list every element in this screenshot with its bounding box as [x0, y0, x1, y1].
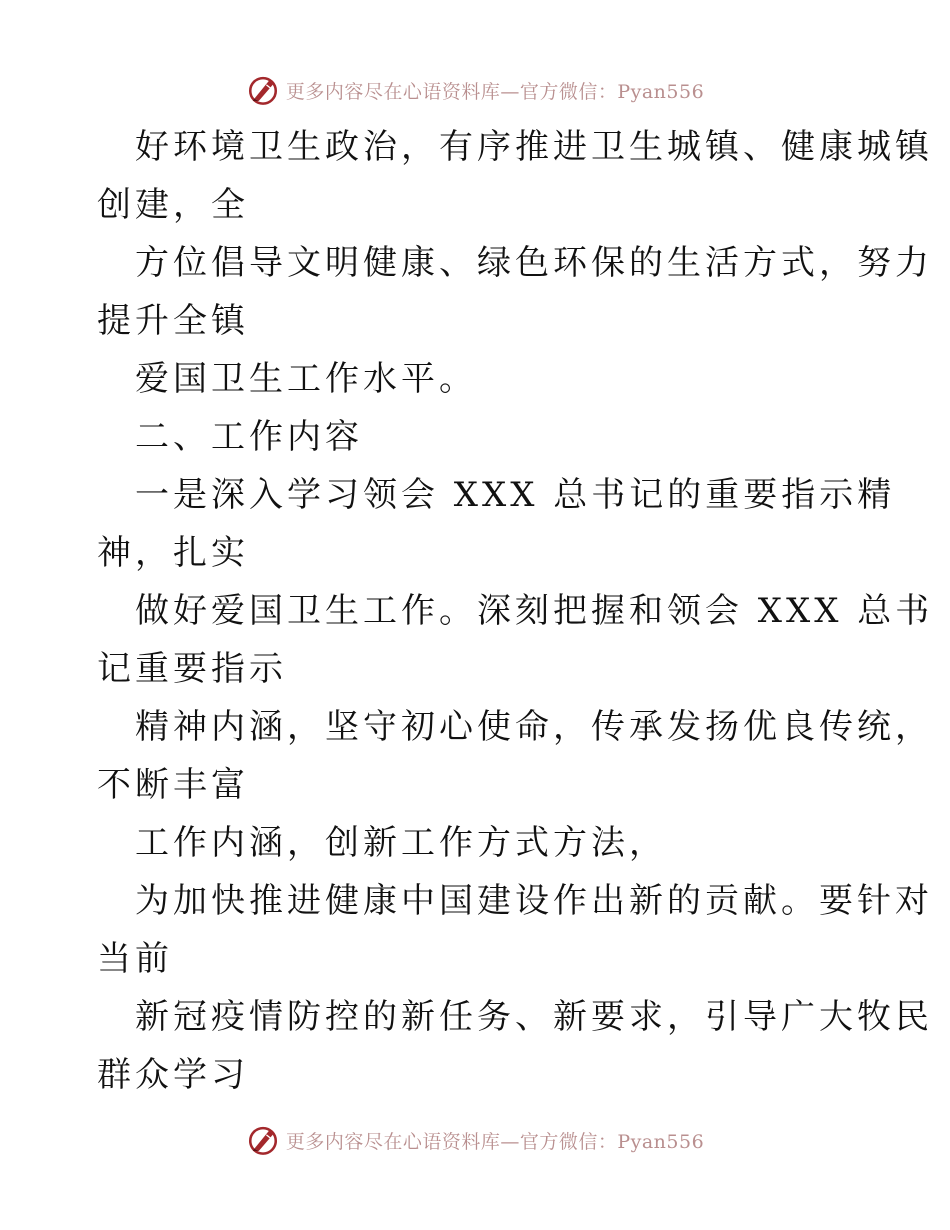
body-line: 工作内涵，创新工作方式方法，: [135, 823, 667, 863]
header-banner-text: 更多内容尽在心语资料库—官方微信：Pyan556: [285, 80, 705, 103]
body-line: 提升全镇: [97, 301, 249, 341]
body-line: 精神内涵，坚守初心使命，传承发扬优良传统，: [135, 707, 933, 747]
body-line: 群众学习: [97, 1055, 249, 1095]
body-line: 神，扎实: [97, 533, 249, 573]
body-line: 方位倡导文明健康、绿色环保的生活方式，努力: [135, 243, 933, 283]
document-body: [97, 118, 934, 1104]
body-line: 为加快推进健康中国建设作出新的贡献。要针对: [135, 881, 933, 921]
body-line: 好环境卫生政治，有序推进卫生城镇、健康城镇: [135, 127, 933, 167]
body-line: 不断丰富: [97, 765, 249, 805]
header-banner: [0, 70, 950, 110]
pen-circle-logo-icon: [246, 1123, 280, 1157]
body-line: 做好爱国卫生工作。深刻把握和领会 XXX 总书: [135, 591, 934, 631]
body-line: 爱国卫生工作水平。: [135, 359, 477, 399]
footer-banner-text: 更多内容尽在心语资料库—官方微信：Pyan556: [285, 1130, 705, 1153]
footer-banner: [0, 1120, 950, 1160]
section-heading: 二、工作内容: [135, 417, 363, 457]
body-line: 当前: [97, 939, 173, 979]
pen-circle-logo-icon: [246, 73, 280, 107]
body-line: 一是深入学习领会 XXX 总书记的重要指示精: [135, 475, 896, 515]
body-line: 新冠疫情防控的新任务、新要求，引导广大牧民: [135, 997, 933, 1037]
body-line: 创建，全: [97, 185, 249, 225]
body-line: 记重要指示: [97, 649, 287, 689]
